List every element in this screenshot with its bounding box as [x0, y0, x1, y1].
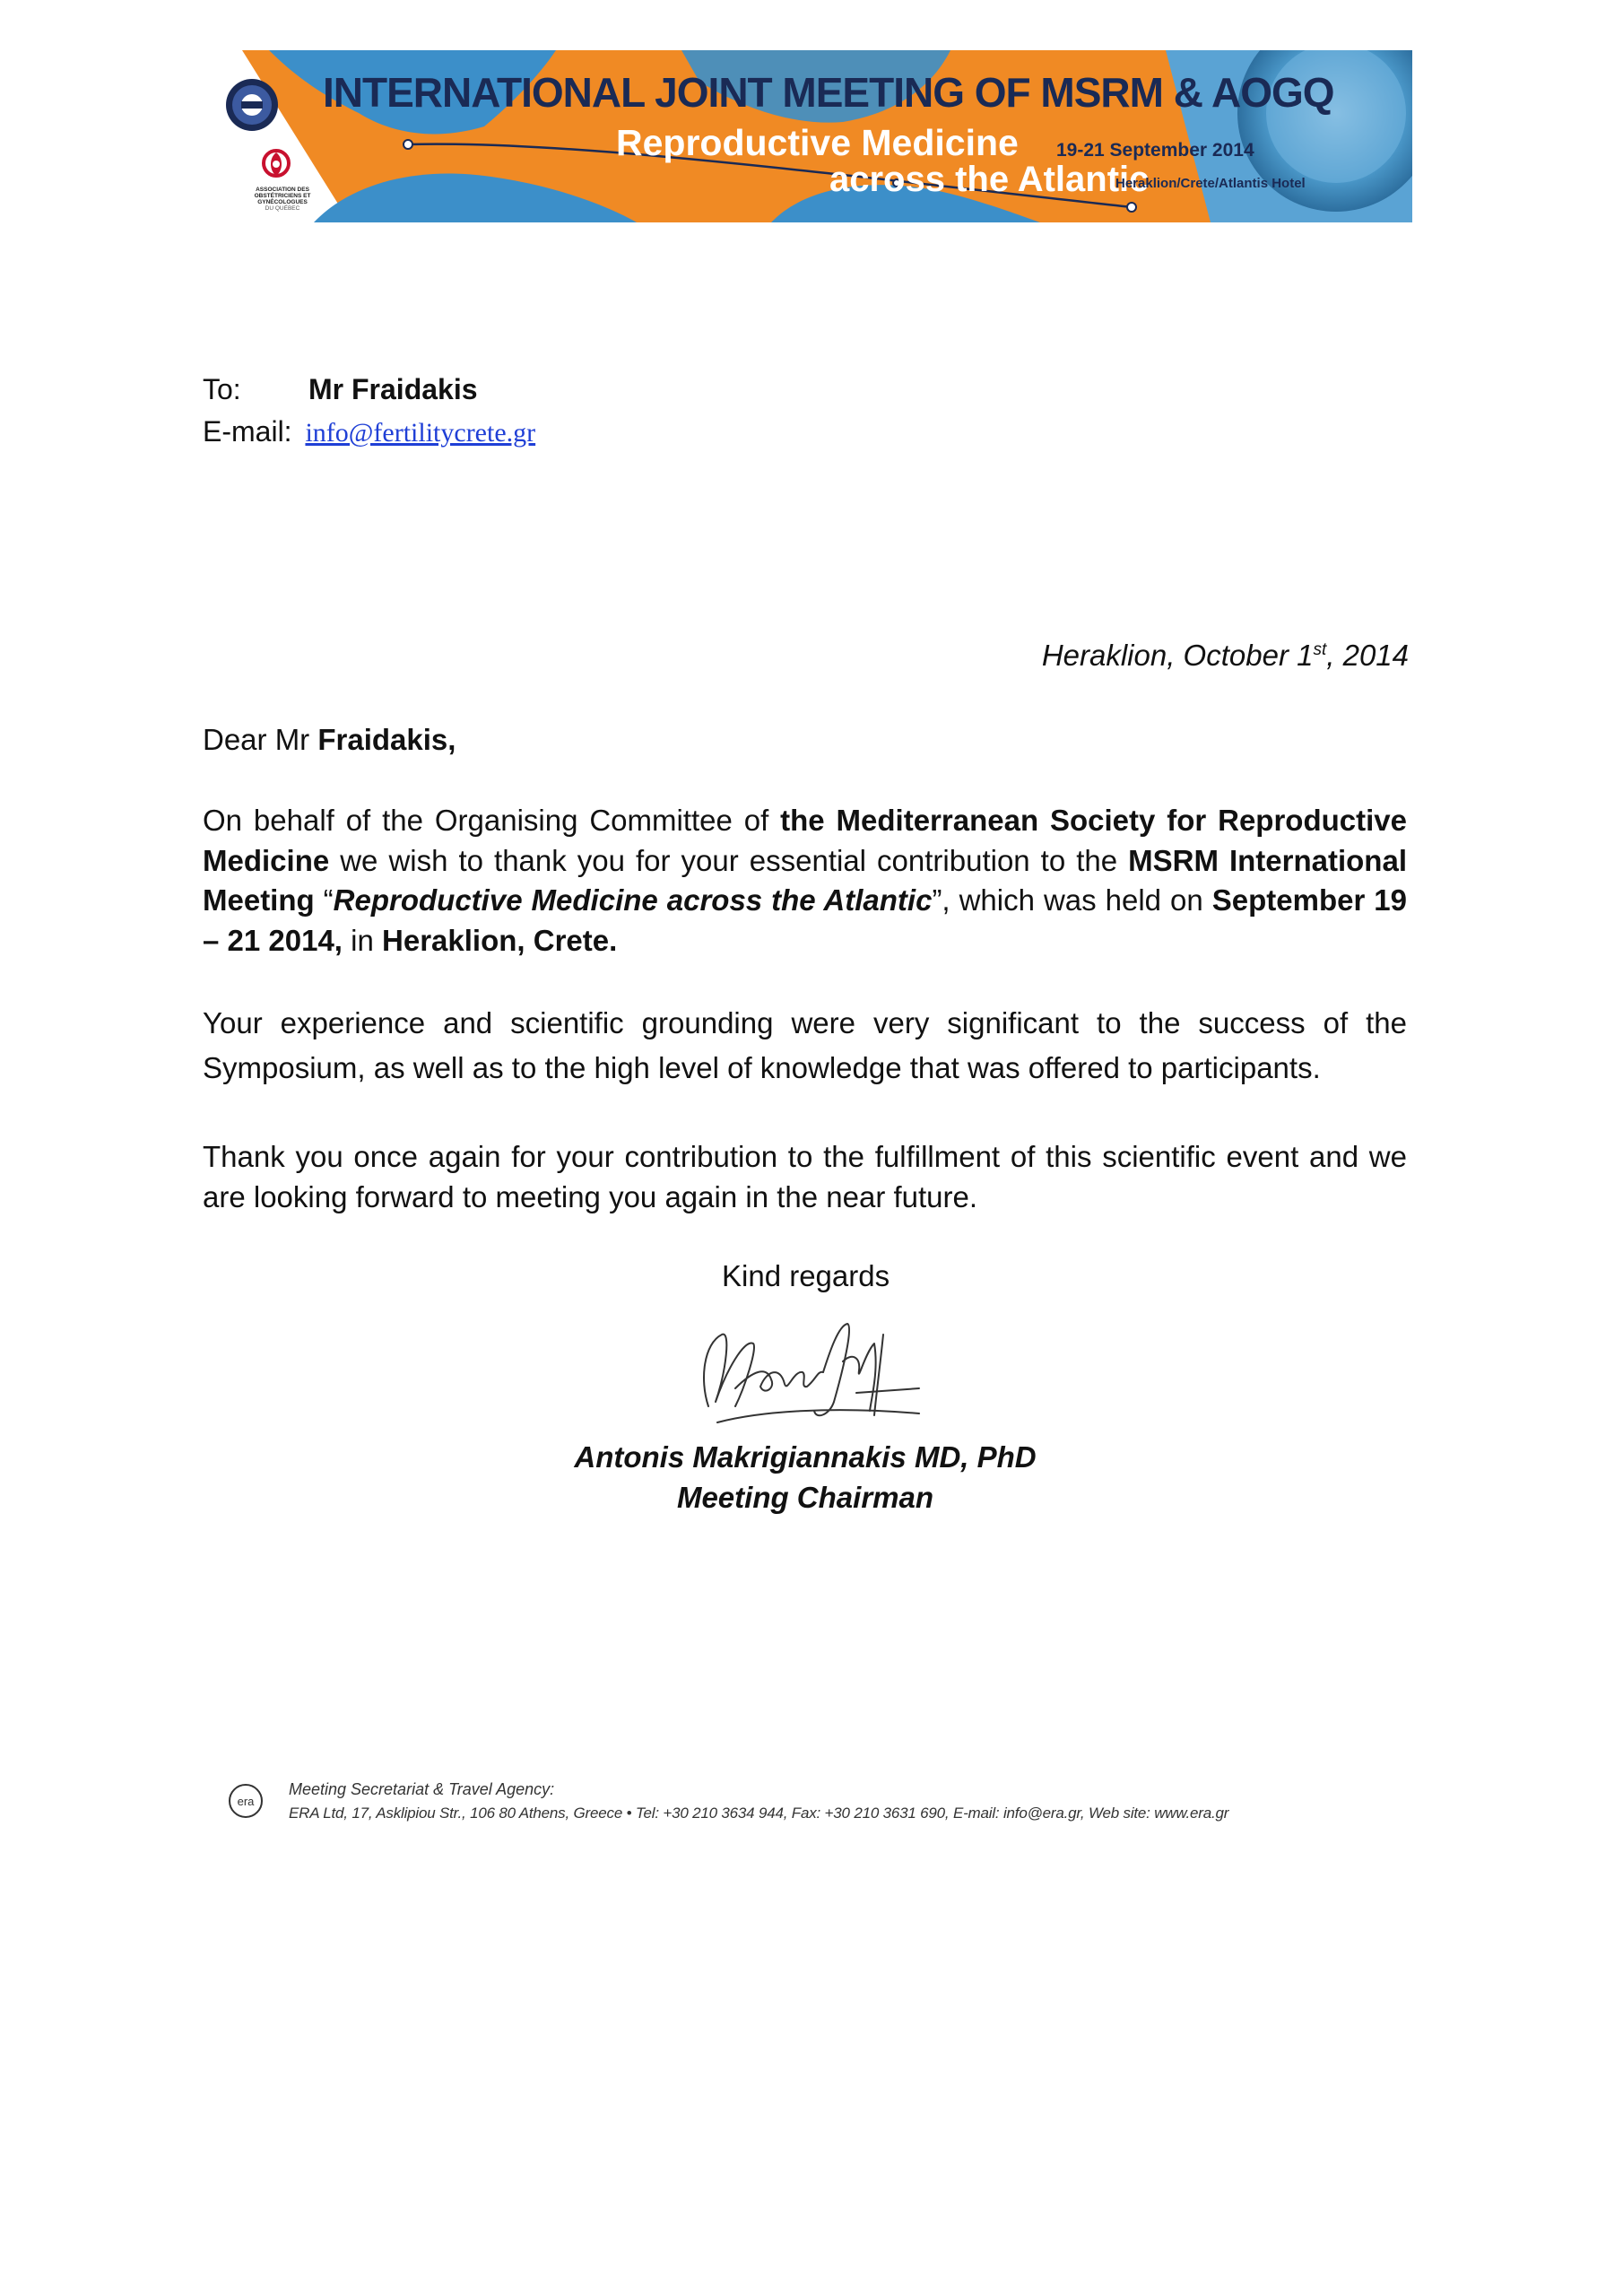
- p1-text-1: On behalf of the Organising Committee of: [203, 804, 781, 837]
- recipient-email-line: [203, 415, 535, 448]
- signer-name: Antonis Makrigiannakis MD, PhD: [574, 1440, 1037, 1474]
- p1-dates: September 19 – 21 2014,: [203, 883, 1407, 957]
- paragraph-experience: Your experience and scientific grounding were very significant to the success of the Symposium, as well as to the high level of knowledge that was offered to participants.: [203, 1006, 1407, 1084]
- to-label: To:: [203, 373, 241, 405]
- date-ordinal-suffix: st: [1313, 640, 1327, 659]
- banner-subtitle-line2: across the Atlantic: [829, 160, 1150, 199]
- banner-dates: 19-21 September 2014: [1056, 140, 1254, 161]
- association-label: [233, 187, 332, 212]
- email-label: E-mail:: [203, 415, 292, 448]
- aogq-logo-icon: [258, 147, 294, 185]
- recipient-email-link[interactable]: info@fertilitycrete.gr: [305, 418, 536, 448]
- signer-role: Meeting Chairman: [676, 1481, 934, 1514]
- p1-text-2: we wish to thank you for your essential contribution to the: [329, 843, 1129, 877]
- recipient-name: Mr Fraidakis: [308, 373, 478, 405]
- banner-venue: Heraklion/Crete/Atlantis Hotel: [1115, 176, 1306, 191]
- paragraph-thanks: [203, 801, 1407, 961]
- p1-text-3: “: [314, 883, 334, 917]
- date-prefix: Heraklion, October 1: [1041, 639, 1314, 672]
- p1-meeting-name: MSRM International Meeting: [203, 843, 1407, 917]
- paragraph-closing: Thank you once again for your contribution to the fulfillment of this scientific event and we are looking forward to meeting you again in the near future.: [203, 1140, 1407, 1213]
- salutation: [203, 723, 456, 757]
- p1-location: Heraklion, Crete.: [382, 923, 618, 957]
- p1-meeting-title: Reproductive Medicine across the Atlantic: [333, 883, 933, 917]
- date-year: , 2014: [1326, 639, 1409, 672]
- p1-text-5: in: [342, 923, 383, 957]
- p1-society-name: the Mediterranean Society for Reproductive Medicine: [203, 804, 1408, 877]
- salutation-text: Dear Mr: [203, 723, 318, 756]
- footer-contact-details: ERA Ltd, 17, Asklipiou Str., 106 80 Athens, Greece • Tel: +30 210 3634 944, Fax: +30 210 3631 690, E-mail: info@era.gr, Web site: www.era.gr: [289, 1805, 1229, 1822]
- association-name: ASSOCIATION DES OBSTÉTRICIENS ET GYNÉCOLOGUES: [254, 187, 311, 205]
- banner-title: INTERNATIONAL JOINT MEETING OF MSRM & AOGQ: [323, 69, 1334, 116]
- closing-regards: Kind regards: [722, 1259, 890, 1292]
- era-logo-text: era: [237, 1795, 255, 1808]
- p1-text-4: ”, which was held on: [932, 883, 1212, 917]
- letter-date: [1042, 639, 1409, 673]
- salutation-name: Fraidakis,: [317, 723, 456, 756]
- banner-subtitle-line1: Reproductive Medicine: [616, 122, 1019, 163]
- era-logo-icon: [228, 1783, 264, 1819]
- footer-secretariat-label: Meeting Secretariat & Travel Agency:: [289, 1780, 555, 1798]
- conference-banner: [215, 50, 1412, 222]
- msrm-logo-icon: [224, 77, 280, 133]
- recipient-to-line: [203, 373, 478, 406]
- handwritten-signature: [681, 1317, 924, 1433]
- association-sub: DU QUÉBEC: [265, 205, 300, 212]
